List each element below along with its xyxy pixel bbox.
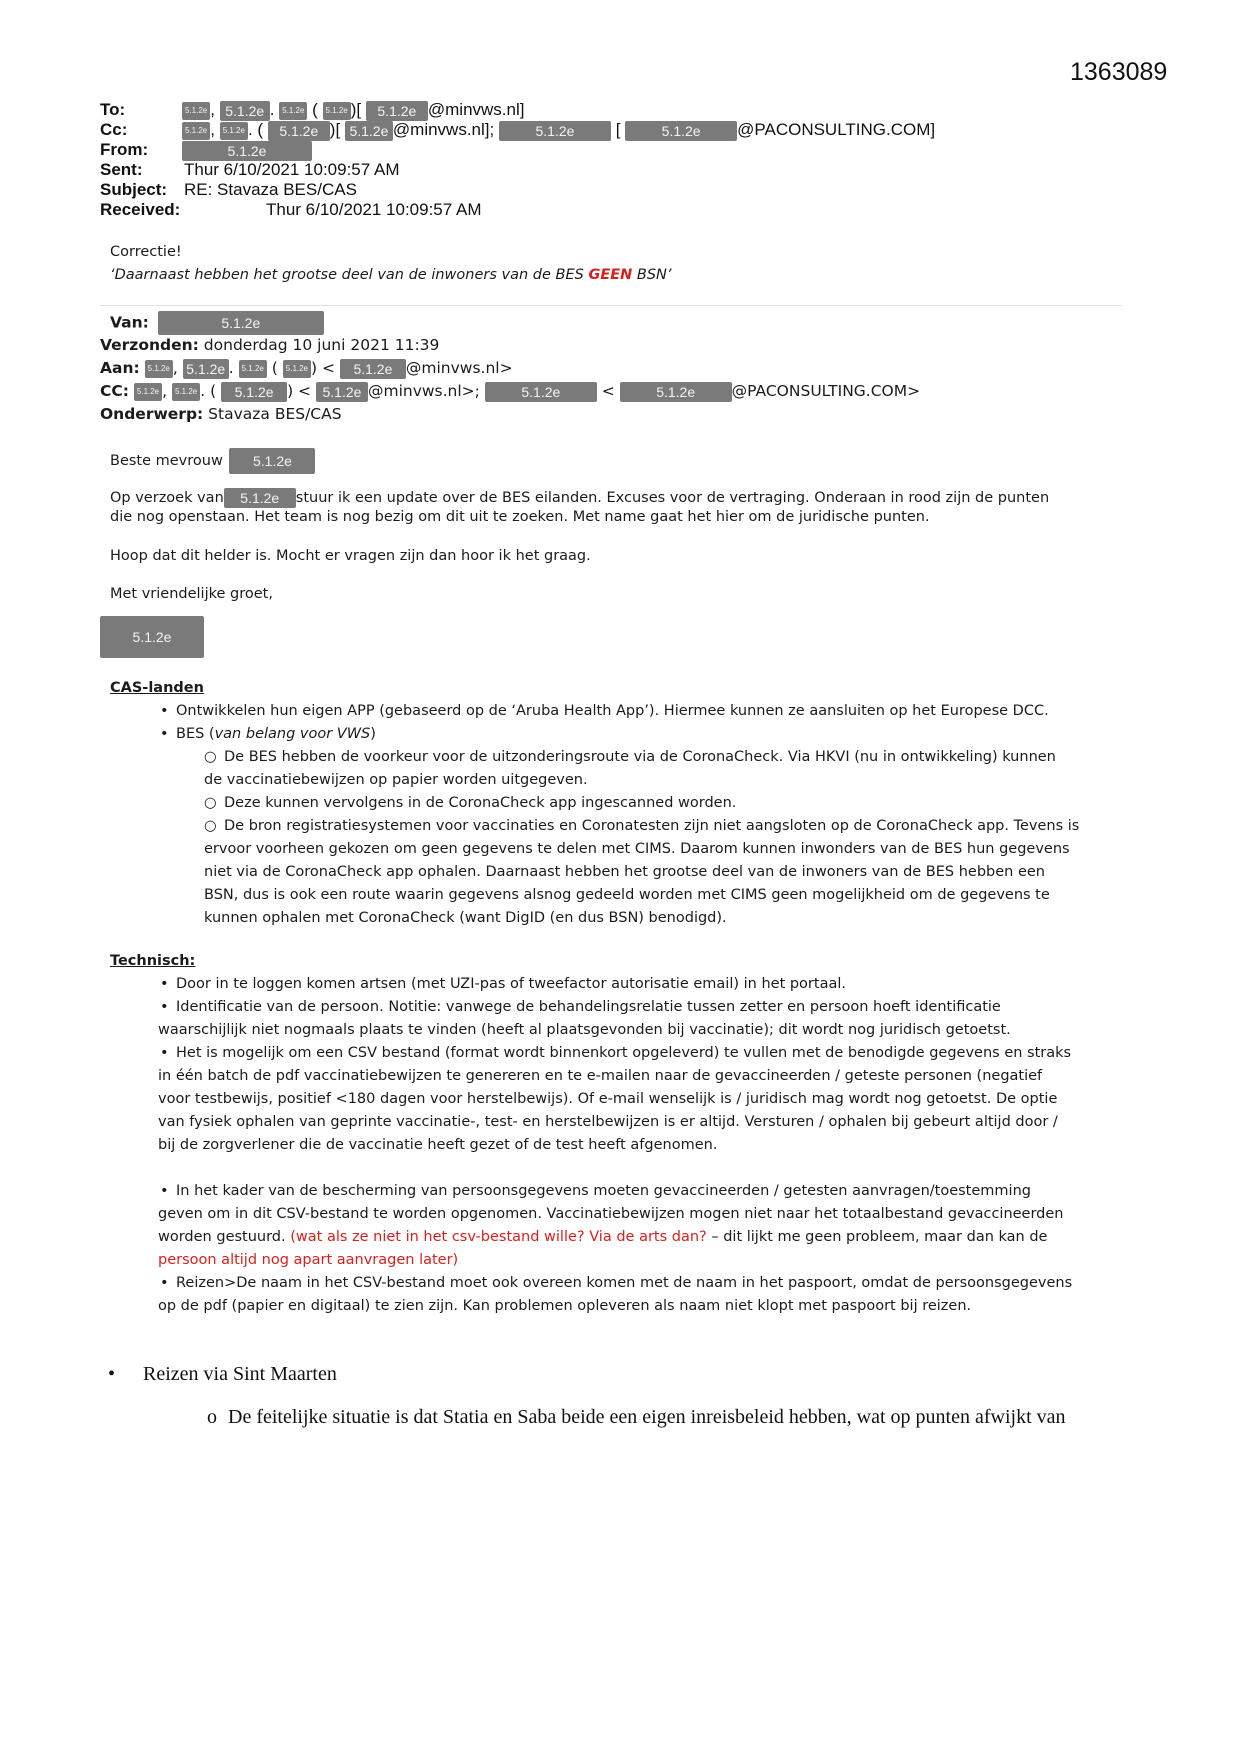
cc-domain-1: @minvws.nl]; — [392, 120, 495, 139]
verzonden-row — [100, 334, 439, 357]
redaction-box: 5.1.2e — [229, 448, 315, 474]
cas-sub-1-line-1: De BES hebben de voorkeur voor de uitzonderingsroute via de CoronaCheck. Via HKVI (nu in ontwikkeling) kunnen — [224, 749, 1056, 765]
tech-bullet-3-line-5: bij de zorgverlener die de vaccinatie heeft gezet of de test heeft afgenomen. — [158, 1137, 718, 1153]
cas-sub-3-line-1: De bron registratiesystemen voor vaccinaties en Coronatesten zijn niet aangsloten op de CoronaCheck app. Tevens is — [224, 818, 1080, 834]
tech-heading: Technisch: — [110, 953, 196, 969]
redaction-box: 5.1.2e — [224, 488, 296, 508]
open-question-red: (wat als ze niet in het csv-bestand wille? Via de arts dan? — [290, 1229, 712, 1245]
tech-bullet-1: Door in te loggen komen artsen (met UZI-pas of tweefactor autorisatie email) in het portaal. — [176, 976, 846, 992]
tech-bullet-4-line-2: geven om in dit CSV-bestand te worden opgenomen. Vaccinatiebewijzen mogen niet naar het totaalbestand gevaccineerden — [158, 1206, 1064, 1222]
aan-row: Aan: 5.1.2e , 5.1.2e . 5.1.2e ( 5.1.2e ) < 5.1.2e @minvws.nl> — [100, 359, 513, 377]
circle-bullet-icon: o — [207, 1406, 217, 1428]
redaction-box: 5.1.2e — [340, 359, 406, 379]
redaction-box: 5.1.2e — [366, 101, 428, 121]
tech-bullet-3-line-2: in één batch de pdf vaccinatiebewijzen te genereren en te e-mailen naar de gevaccineerden / geteste personen (negatief — [158, 1068, 1043, 1084]
tech-bullet-4-line-1: In het kader van de bescherming van persoonsgegevens moeten gevaccineerden / getesten aanvragen/toestemming — [176, 1183, 1031, 1199]
from-label: From: — [100, 140, 149, 159]
tech-bullet-2-line-2: waarschijlijk niet nogmaals plaats te vinden (heeft al plaatsgevonden bij vaccinatie); dit wordt nog juridisch getoetst. — [158, 1022, 1011, 1038]
forward-cc-domain-2: @PACONSULTING.COM> — [731, 382, 921, 400]
bullet-icon: • — [160, 999, 169, 1015]
redaction-box: 5.1.2e — [268, 121, 330, 141]
bullet-icon: • — [160, 1275, 169, 1291]
cas-heading: CAS-landen — [110, 680, 204, 696]
redaction-box: 5.1.2e — [620, 382, 732, 402]
redaction-box: 5.1.2e — [239, 360, 267, 378]
document-page: 1363089 To: 5.1.2e , 5.1.2e . 5.1.2e ( 5.1.2e )[ 5.1.2e @minvws.nl] Cc: 5.1.2e , 5.1.2e . ( 5.1.2e )[ 5.1.2e @minvws.nl]; 5.1.2e [ 5.1.2e @PACONSULTING.COM] From: 5.1.2e Sent: Thur 6/10/2021 10:09:57 AM Subject: RE: Stavaza BES/CAS Received: Thur 6/10/2021 10:09:57 AM Correctie! ‘Daarnaast hebben het grootse deel van de inwoners van de BES GEEN BSN’ Van: 5.1.2e Verzonden: donderdag 10 juni 2021 11:39 Aan: 5.1.2e , 5.1.2e . 5.1.2e ( 5.1.2e ) < 5.1.2e @minvws.nl> CC: 5.1.2e , 5.1.2e . ( 5.1.2e ) < 5.1.2e @minvws.nl>; 5.1.2e < 5.1.2e @PACONSULTING.COM> Onderwerp: Stavaza BES/CAS Beste mevrouw 5.1.2e Op verzoek van 5.1.2e stuur ik een update over de BES eilanden. Excuses voor de vertraging. Onderaan in rood zijn de punten die nog openstaan. Het team is nog bezig om dit uit te zoeken. Met name gaat het hier om de juridische punten. Hoop dat dit helder is. Mocht er vragen zijn dan hoor ik het graag. Met vriendelijke groet, 5.1.2e CAS-landen • Ontwikkelen hun eigen APP (gebaseerd op de ‘Aruba Health App’). Hiermee kunnen ze aansluiten op het Europese DCC. • BES (van belang voor VWS) ○ De BES hebben de voorkeur voor de uitzonderingsroute via de CoronaCheck. Via HKVI (nu in ontwikkeling) kunnen de vaccinatiebewijzen op papier worden uitgegeven. ○ Deze kunnen vervolgens in de CoronaCheck app ingescanned worden. ○ De bron registratiesystemen voor vaccinaties en Coronatesten zijn niet aangsloten op de CoronaCheck app. Tevens is ervoor voorheen gekozen om geen gegevens te delen met CIMS. Daarom kunnen inwonders van de BES hun gegevens niet via de CoronaCheck app ophalen. Daarnaast hebben het grootse deel van de inwoners van de BES hebben een BSN, dus is ook een route waarin gegevens alsnog gedeeld worden met CIMS geen mogelijkheid om de gegevens te kunnen ophalen met CoronaCheck (want DigID (en dus BSN) benodigd). Technisch: • Door in te loggen komen artsen (met UZI-pas of tweefactor autorisatie email) in het portaal. • Identificatie van de persoon. Notitie: vanwege de behandelingsrelatie tussen zetter en persoon hoeft identificatie waarschijlijk niet nogmaals plaats te vinden (heeft al plaatsgevonden bij vaccinatie); dit wordt nog juridisch getoetst. • Het is mogelijk om een CSV bestand (format wordt binnenkort opgeleverd) te vullen met de benodigde gegevens en straks in één batch de pdf vaccinatiebewijzen te genereren en te e-mailen naar de gevaccineerden / geteste personen (negatief voor testbewijs, positief <180 dagen voor herstelbewijs). Of e-mail wenselijk is / juridisch mag wordt nog getoetst. De optie van fysiek ophalen van geprinte vaccinatie-, test- en herstelbewijzen is er altijd. Versturen / ophalen bij gebeurt altijd door / bij de zorgverlener die de vaccinatie heeft gezet of de test heeft afgenomen. • In het kader van de bescherming van persoonsgegevens moeten gevaccineerden / getesten aanvragen/toestemming geven om in dit CSV-bestand te worden opgenomen. Vaccinatiebewijzen mogen niet naar het totaalbestand gevaccineerden worden gestuurd. (wat als ze niet in het csv-bestand wille? Via de arts dan? – dit lijkt me geen probleem, maar dan kan de persoon altijd nog apart aanvragen later) • Reizen>De naam in het CSV-bestand moet ook overeen komen met de naam in het paspoort, omdat de persoonsgegevens op de pdf (papier en digitaal) te zien zijn. Kan problemen opleveren als naam niet klopt met paspoort bij reizen. • Reizen via Sint Maarten o De feitelijke situatie is dat Statia en Saba beide een eigen inreisbeleid hebben, wat op punten afwijkt van — [100, 58, 1168, 1428]
tech-bullet-3-line-3: voor testbewijs, positief <180 dagen voor herstelbewijs). Of e-mail wenselijk is / juridisch mag wordt nog getoetst. De optie — [158, 1091, 1058, 1107]
cc-domain-2: @PACONSULTING.COM] — [737, 120, 936, 139]
circle-bullet-icon: ○ — [204, 749, 217, 765]
to-domain: @minvws.nl] — [427, 100, 525, 119]
cas-sub-3-line-5: kunnen ophalen met CoronaCheck (want DigID (en dus BSN) benodigd). — [204, 910, 727, 926]
aan-label: Aan: — [100, 359, 140, 377]
to-label: To: — [100, 100, 126, 119]
cas-sub-2: Deze kunnen vervolgens in de CoronaCheck app ingescanned worden. — [224, 795, 737, 811]
tech-bullet-4-line-4: persoon altijd nog apart aanvragen later) — [158, 1252, 459, 1268]
redaction-box: 5.1.2e — [283, 360, 311, 378]
subject-label: Subject: — [100, 180, 168, 199]
bullet-icon: • — [160, 1045, 169, 1061]
redaction-box: 5.1.2e — [220, 122, 248, 140]
received-value: Thur 6/10/2021 10:09:57 AM — [266, 200, 482, 219]
paragraph-1-line-2: die nog openstaan. Het team is nog bezig om dit uit te zoeken. Met name gaat het hier om de juridische punten. — [110, 509, 930, 525]
greeting: Beste mevrouw 5.1.2e — [110, 448, 315, 474]
geen-highlight: GEEN — [588, 267, 633, 283]
redaction-box: 5.1.2e — [182, 141, 312, 161]
redaction-box: 5.1.2e — [145, 360, 173, 378]
tech-bullet-5-line-1: Reizen>De naam in het CSV-bestand moet ook overeen komen met de naam in het paspoort, omdat de persoonsgegevens — [176, 1275, 1073, 1291]
redaction-box: 5.1.2e — [134, 383, 162, 401]
forward-cc-label: CC: — [100, 382, 129, 400]
van-row — [110, 311, 324, 335]
bullet-icon: • — [160, 976, 169, 992]
cas-bullet-2: BES (van belang voor VWS) — [176, 726, 376, 742]
tech-bullet-3-line-1: Het is mogelijk om een CSV bestand (format wordt binnenkort opgeleverd) te vullen met de benodigde gegevens en straks — [176, 1045, 1072, 1061]
redaction-box: 5.1.2e — [158, 311, 324, 335]
aan-domain: @minvws.nl> — [405, 359, 513, 377]
onderwerp-value: Stavaza BES/CAS — [208, 405, 342, 423]
travel-bullet: Reizen via Sint Maarten — [143, 1363, 337, 1385]
redaction-box: 5.1.2e — [182, 122, 210, 140]
tech-bullet-3-line-4: van fysiek ophalen van geprinte vaccinatie-, test- en herstelbewijzen is er altijd. Versturen / ophalen bij gebeurt altijd door / — [158, 1114, 1058, 1130]
onderwerp-row — [100, 403, 342, 426]
circle-bullet-icon: ○ — [204, 818, 217, 834]
closing: Met vriendelijke groet, — [110, 586, 273, 602]
redaction-box: 5.1.2e — [323, 102, 351, 120]
cas-sub-3-line-4: BSN, dus is ook een route waarin gegevens alsnog gedeeld worden met CIMS geen mogelijkheid om de gegevens te — [204, 887, 1050, 903]
subject-value: RE: Stavaza BES/CAS — [184, 180, 357, 199]
cas-sub-3-line-3: niet via de CoronaCheck app ophalen. Daarnaast hebben het grootse deel van de inwoners van de BES hebben een — [204, 864, 1045, 880]
cas-sub-3-line-2: ervoor voorheen gekozen om geen gegevens te delen met CIMS. Daarom kunnen inwonders van de BES hun gegevens — [204, 841, 1070, 857]
correction-title: Correctie! — [110, 244, 182, 260]
redaction-box: 5.1.2e — [499, 121, 611, 141]
redaction-box: 5.1.2e — [221, 382, 287, 402]
sent-value: Thur 6/10/2021 10:09:57 AM — [184, 160, 400, 179]
tech-bullet-2-line-1: Identificatie van de persoon. Notitie: vanwege de behandelingsrelatie tussen zetter en persoon hoeft identificatie — [176, 999, 1001, 1015]
bullet-icon: • — [160, 703, 169, 719]
travel-sub: De feitelijke situatie is dat Statia en Saba beide een eigen inreisbeleid hebben, wat op punten afwijkt van — [228, 1406, 1066, 1428]
document-number: 1363089 — [1070, 58, 1168, 86]
cas-sub-1-line-2: de vaccinatiebewijzen op papier worden uitgegeven. — [204, 772, 588, 788]
van-label: Van: — [110, 313, 149, 332]
tech-bullet-4-line-3: worden gestuurd. (wat als ze niet in het csv-bestand wille? Via de arts dan? – dit lijkt me geen probleem, maar dan kan de — [158, 1229, 1048, 1245]
redaction-box: 5.1.2e — [182, 102, 210, 120]
redaction-box: 5.1.2e — [220, 101, 270, 121]
verzonden-label: Verzonden: — [100, 336, 199, 354]
redaction-box: 5.1.2e — [345, 121, 393, 141]
bullet-icon: • — [160, 726, 169, 742]
redaction-box: 5.1.2e — [485, 382, 597, 402]
separator-line — [100, 305, 1122, 306]
circle-bullet-icon: ○ — [204, 795, 217, 811]
correction-quote: ‘Daarnaast hebben het grootse deel van de inwoners van de BES GEEN BSN’ — [110, 267, 672, 283]
redaction-box: 5.1.2e — [172, 383, 200, 401]
cas-bullet-1: Ontwikkelen hun eigen APP (gebaseerd op de ‘Aruba Health App’). Hiermee kunnen ze aansluiten op het Europese DCC. — [176, 703, 1049, 719]
redaction-box: 5.1.2e — [316, 382, 368, 402]
paragraph-2: Hoop dat dit helder is. Mocht er vragen zijn dan hoor ik het graag. — [110, 548, 591, 564]
sent-label: Sent: — [100, 160, 143, 179]
cc-row: CC: 5.1.2e , 5.1.2e . ( 5.1.2e ) < 5.1.2e @minvws.nl>; 5.1.2e < 5.1.2e @PACONSULTING.COM> — [100, 382, 921, 400]
redaction-box: 5.1.2e — [625, 121, 737, 141]
paragraph-1: Op verzoek van 5.1.2e stuur ik een update over de BES eilanden. Excuses voor de vertraging. Onderaan in rood zijn de punten — [110, 490, 1050, 506]
bullet-icon: • — [108, 1363, 116, 1385]
forward-cc-domain-1: @minvws.nl>; — [367, 382, 480, 400]
received-label: Received: — [100, 200, 181, 219]
verzonden-value: donderdag 10 juni 2021 11:39 — [203, 336, 440, 354]
bullet-icon: • — [160, 1183, 169, 1199]
redaction-box: 5.1.2e — [183, 359, 229, 379]
onderwerp-label: Onderwerp: — [100, 405, 204, 423]
tech-bullet-5-line-2: op de pdf (papier en digitaal) te zien zijn. Kan problemen opleveren als naam niet klopt met paspoort bij reizen. — [158, 1298, 972, 1314]
signature-redaction: 5.1.2e — [100, 616, 204, 658]
cc-label: Cc: — [100, 120, 128, 139]
redaction-box: 5.1.2e — [279, 102, 307, 120]
